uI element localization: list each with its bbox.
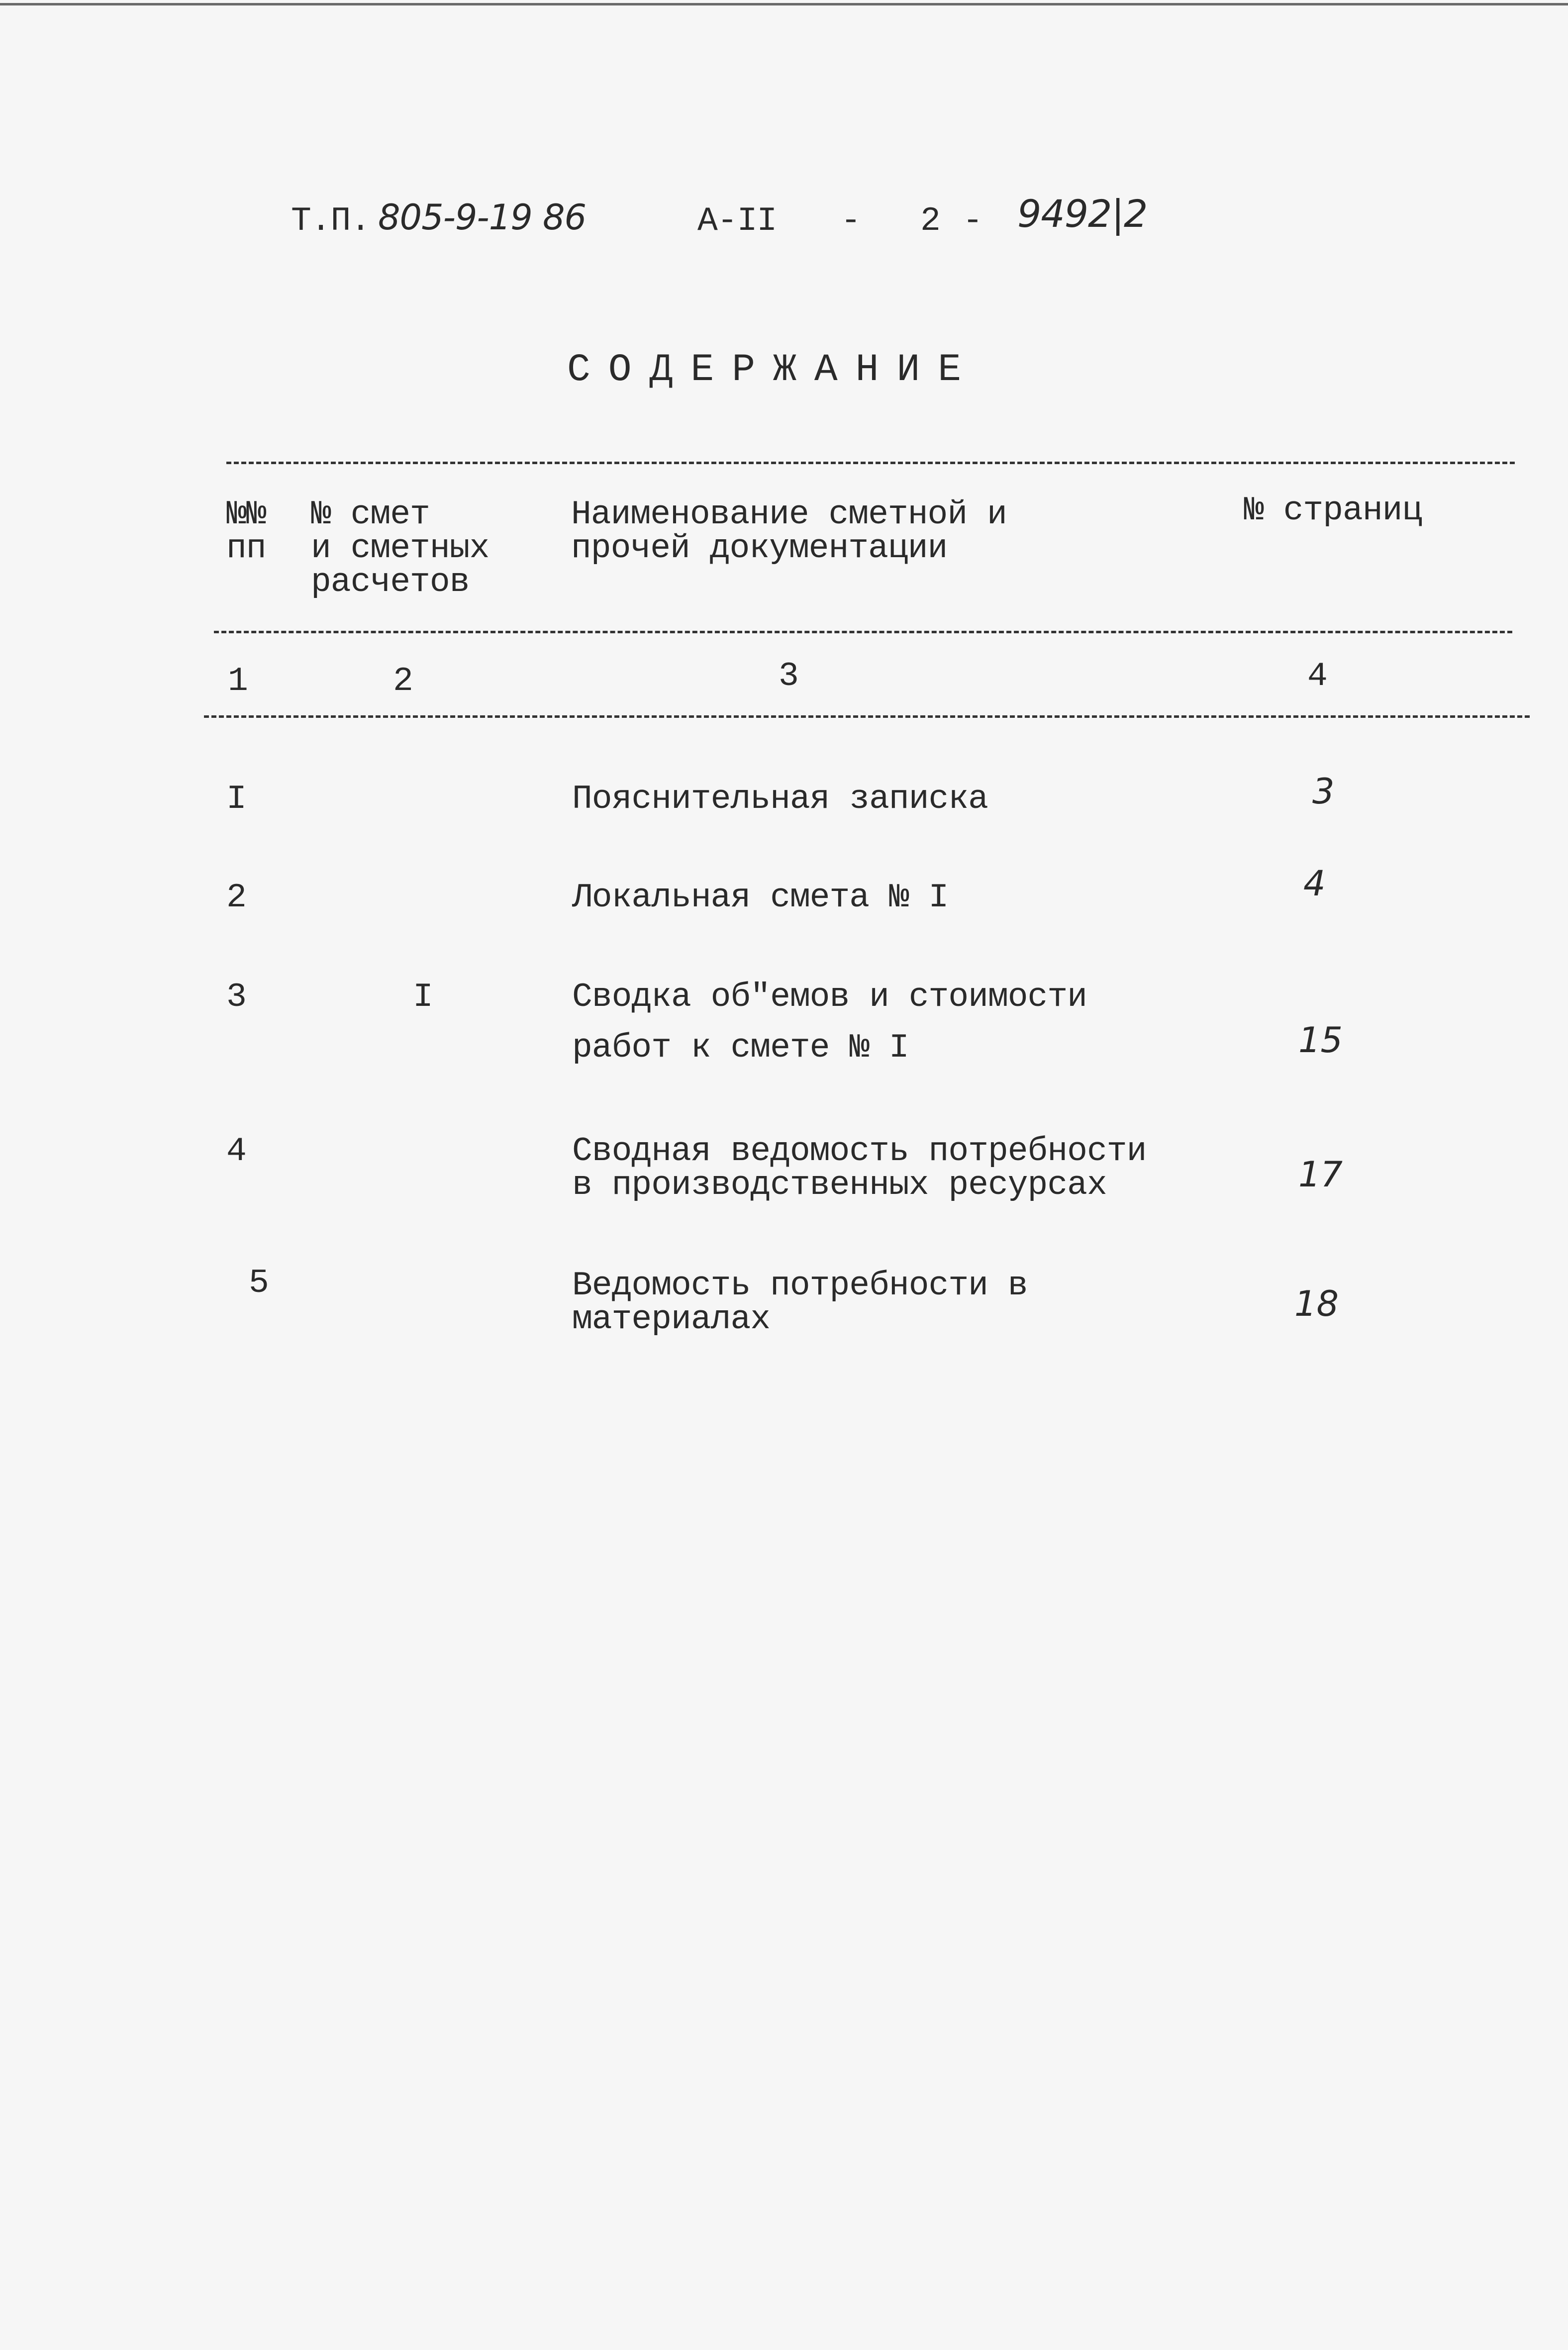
header-col3-line1: Наименование сметной и — [571, 495, 1007, 534]
row-name-line2: в производственных ресурсах — [572, 1166, 1107, 1204]
header-col4: № страниц — [1244, 491, 1422, 530]
row-name-line1: Сводка об"емов и стоимости — [572, 978, 1087, 1016]
header-col1-line1: №№ — [226, 495, 266, 534]
column-number-3: 3 — [779, 657, 798, 695]
row-page-number: 17 — [1298, 1154, 1343, 1195]
column-number-2: 2 — [393, 662, 413, 700]
header-album: А-II — [697, 202, 777, 240]
top-border-line — [0, 3, 1568, 5]
row-name-line2: работ к смете № I — [572, 1029, 909, 1067]
row-name-line2: материалах — [572, 1300, 771, 1339]
column-number-1: 1 — [228, 662, 248, 700]
column-number-rule — [204, 715, 1530, 718]
header-col2-line2: и сметных — [311, 529, 490, 568]
row-page-number: 15 — [1298, 1020, 1343, 1061]
row-number: 3 — [226, 978, 246, 1016]
header-col2-line1: № смет — [311, 495, 430, 534]
table-top-rule — [226, 462, 1515, 464]
document-title: СОДЕРЖАНИЕ — [567, 348, 980, 392]
row-page-number: 3 — [1312, 771, 1335, 812]
row-number: 4 — [226, 1132, 246, 1171]
header-code: Т.П. — [291, 202, 371, 240]
row-name-line1: Ведомость потребности в — [572, 1267, 1028, 1305]
row-estimate-number: I — [413, 978, 433, 1016]
header-inventory-number: 9492|2 — [1017, 192, 1148, 236]
header-dash-2: - — [963, 202, 982, 240]
row-page-number: 18 — [1294, 1283, 1339, 1324]
header-project-number: 805-9-19 86 — [378, 197, 587, 238]
row-number: 2 — [226, 879, 246, 917]
row-number: I — [226, 780, 246, 818]
header-col1-line2: пп — [226, 529, 266, 568]
column-number-4: 4 — [1307, 657, 1327, 695]
header-sheet: 2 — [920, 202, 940, 240]
row-number: 5 — [249, 1264, 269, 1302]
row-page-number: 4 — [1303, 863, 1326, 904]
header-col2-line3: расчетов — [311, 563, 470, 601]
row-name: Локальная смета № I — [572, 879, 949, 917]
header-col3-line2: прочей документации — [571, 529, 948, 568]
row-name-line1: Сводная ведомость потребности — [572, 1132, 1147, 1171]
row-name: Пояснительная записка — [572, 780, 988, 818]
header-dash-1: - — [841, 202, 861, 240]
header-bottom-rule — [214, 631, 1512, 633]
